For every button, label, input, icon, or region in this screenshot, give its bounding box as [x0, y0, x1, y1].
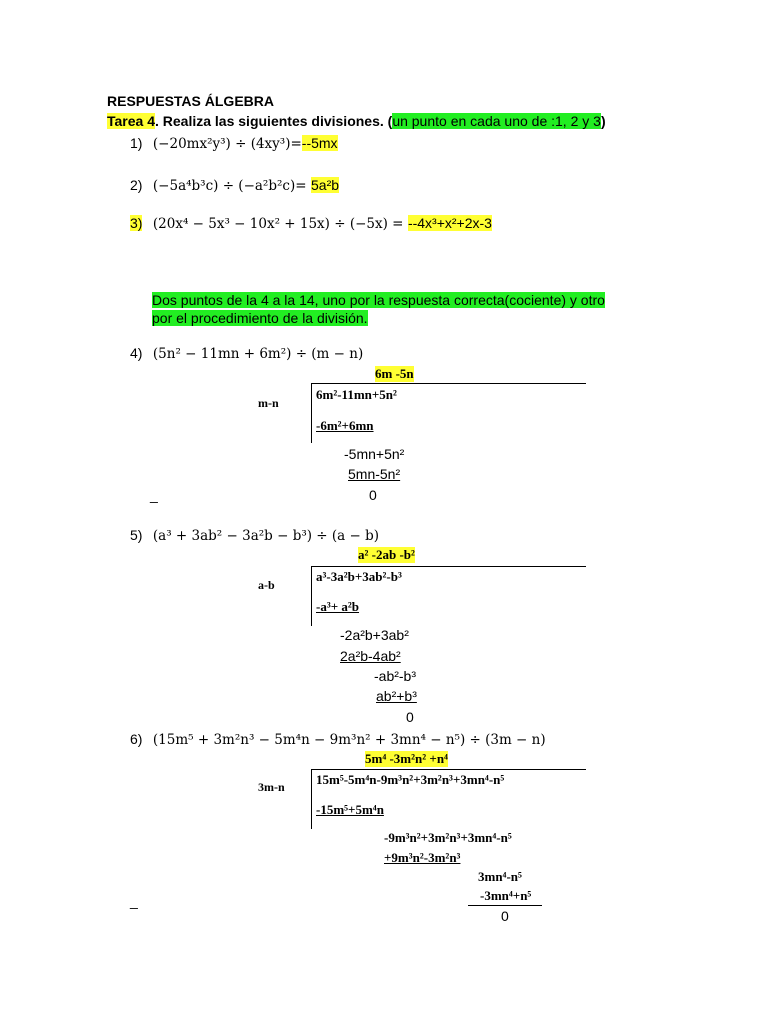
step-3-underline [468, 905, 542, 906]
problem-number: 4) [130, 345, 143, 361]
tarea-label: Tarea 4 [107, 113, 155, 129]
stray-mark: _ [130, 893, 138, 909]
step-1: -15m⁵+5m⁴n [316, 802, 384, 817]
problem-expression: (20x⁴ − 5x³ − 10x² + 15x) ÷ (−5x) = [152, 216, 404, 232]
problem-answer: --4x³+x²+2x-3 [407, 215, 492, 231]
problem-expression: (−20mx²y³) ÷ (4xy³)= [152, 136, 302, 152]
divisor: 3m-n [258, 780, 285, 794]
divisor: a-b [258, 578, 275, 592]
problem-6 [130, 731, 546, 749]
instruction-text: . Realiza las siguientes divisiones. ( [155, 113, 393, 129]
dividend: a³-3a²b+3ab²-b³ [316, 569, 402, 584]
final-remainder: 0 [406, 709, 414, 725]
division-bracket [311, 769, 312, 829]
problem-number: 5) [130, 527, 143, 543]
grading-note [152, 291, 605, 327]
page-title: RESPUESTAS ÁLGEBRA [107, 93, 274, 109]
remainder-1: -9m³n²+3m²n³+3mn⁴-n⁵ [384, 830, 512, 845]
divisor: m-n [258, 396, 279, 410]
problem-expression: (−5a⁴b³c) ÷ (−a²b²c)= [152, 178, 307, 194]
dividend: 6m²-11mn+5n² [316, 387, 397, 402]
close-paren: ) [600, 113, 606, 129]
problem-answer: --5mx [301, 135, 338, 151]
division-bar [311, 383, 586, 384]
problem-expression: (5n² − 11mn + 6m²) ÷ (m − n) [152, 346, 364, 362]
remainder-2: -ab²-b³ [374, 668, 417, 684]
division-bracket [311, 383, 312, 443]
remainder-1: -5mn+5n² [344, 446, 405, 462]
note-line-2: por el procedimiento de la división. [152, 310, 368, 326]
points-note: un punto en cada uno de :1, 2 y 3 [392, 113, 601, 129]
problem-number: 2) [130, 177, 143, 193]
final-remainder: 0 [369, 487, 377, 503]
final-remainder: 0 [501, 908, 509, 924]
dividend: 15m⁵-5m⁴n-9m³n²+3m²n³+3mn⁴-n⁵ [316, 772, 505, 787]
step-2: +9m³n²-3m²n³ [384, 850, 461, 865]
quotient: 5m⁴ -3m²n² +n⁴ [365, 751, 448, 766]
division-bar [311, 566, 586, 567]
division-bracket [311, 566, 312, 626]
step-2: 5mn-5n² [348, 466, 401, 482]
problem-number: 3) [130, 215, 143, 231]
problem-number: 6) [130, 731, 143, 747]
step-1: -a³+ a²b [316, 599, 360, 614]
problem-expression: (15m⁵ + 3m²n³ − 5m⁴n − 9m³n² + 3mn⁴ − n⁵) ÷ (3m − n) [152, 732, 546, 748]
problem-5 [130, 527, 379, 545]
quotient: 6m -5n [375, 366, 414, 381]
problem-4 [130, 345, 363, 363]
stray-mark: _ [150, 487, 158, 503]
step-1: -6m²+6mn [316, 418, 374, 433]
problem-2 [130, 177, 339, 195]
step-3: -3mn⁴+n⁵ [480, 888, 532, 903]
instruction-line [107, 113, 606, 129]
quotient: a² -2ab -b² [358, 547, 415, 562]
step-3: ab²+b³ [376, 688, 417, 704]
problem-3 [130, 215, 492, 233]
problem-number: 1) [130, 135, 143, 151]
problem-1 [130, 135, 338, 153]
note-line-1: Dos puntos de la 4 a la 14, uno por la respuesta correcta(cociente) y otro [152, 292, 605, 308]
problem-answer: 5a²b [311, 177, 340, 193]
division-bar [311, 769, 586, 770]
remainder-2: 3mn⁴-n⁵ [478, 869, 522, 884]
problem-expression: (a³ + 3ab² − 3a²b − b³) ÷ (a − b) [152, 528, 380, 544]
step-2: 2a²b-4ab² [340, 648, 401, 664]
remainder-1: -2a²b+3ab² [340, 627, 409, 643]
